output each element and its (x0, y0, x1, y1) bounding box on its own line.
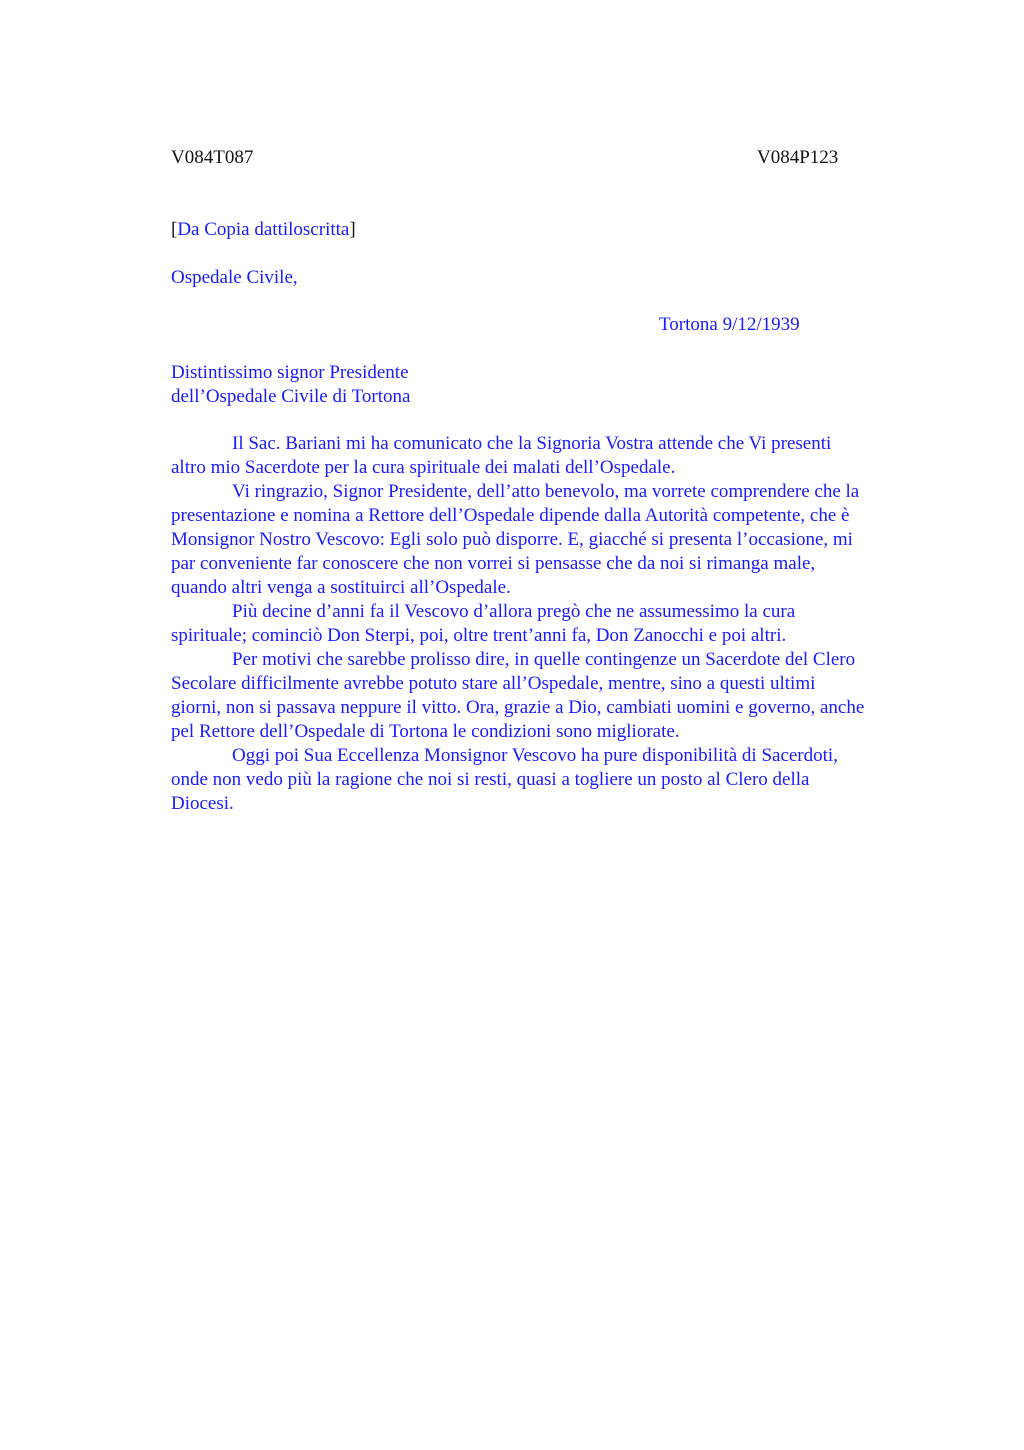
source-close-bracket: ] (349, 219, 356, 240)
archive-code-right: V084P123 (757, 147, 839, 168)
paragraph-3 (171, 600, 926, 648)
paragraph-line: giorni, non si passava neppure il vitto. Ora, grazie a Dio, cambiati uomini e governo, anche (171, 697, 865, 718)
paragraph-line: quando altri venga a sostituirci all’Ospedale. (171, 577, 511, 598)
salutation-line-2: dell’Ospedale Civile di Tortona (171, 386, 411, 407)
paragraph-line: onde non vedo più la ragione che noi si resti, quasi a togliere un posto al Clero della (171, 769, 810, 790)
letter-body (171, 432, 926, 816)
paragraph-5 (171, 744, 926, 816)
paragraph-line: presentazione e nomina a Rettore dell’Ospedale dipende dalla Autorità competente, che è (171, 505, 850, 526)
salutation-line-1: Distintissimo signor Presidente (171, 362, 409, 383)
paragraph-line: Il Sac. Bariani mi ha comunicato che la Signoria Vostra attende che Vi presenti (232, 433, 832, 454)
paragraph-line: par conveniente far conoscere che non vorrei si pensasse che da noi si rimanga male, (171, 553, 816, 574)
salutation (171, 361, 410, 409)
archive-code-left: V084T087 (171, 147, 254, 168)
paragraph-4 (171, 648, 926, 744)
paragraph-line: spirituale; cominciò Don Sterpi, poi, oltre trent’anni fa, Don Zanocchi e poi altri. (171, 625, 787, 646)
paragraph-line: Vi ringrazio, Signor Presidente, dell’atto benevolo, ma vorrete comprendere che la (232, 481, 860, 502)
paragraph-line: pel Rettore dell’Ospedale di Tortona le condizioni sono migliorate. (171, 721, 680, 742)
source-note-text: Da Copia dattiloscritta (177, 219, 350, 240)
recipient: Ospedale Civile, (171, 267, 298, 288)
paragraph-line: Più decine d’anni fa il Vescovo d’allora pregò che ne assumessimo la cura (232, 601, 796, 622)
letter-date: Tortona 9/12/1939 (659, 314, 800, 335)
source-note (171, 218, 356, 242)
paragraph-line: Secolare difficilmente avrebbe potuto stare all’Ospedale, mentre, sino a questi ultimi (171, 673, 816, 694)
paragraph-1 (171, 432, 926, 480)
paragraph-2 (171, 480, 926, 600)
paragraph-line: Monsignor Nostro Vescovo: Egli solo può disporre. E, giacché si presenta l’occasione, mi (171, 529, 853, 550)
paragraph-line: Per motivi che sarebbe prolisso dire, in quelle contingenze un Sacerdote del Clero (232, 649, 856, 670)
source-open-bracket: [ (171, 219, 178, 240)
paragraph-line: altro mio Sacerdote per la cura spirituale dei malati dell’Ospedale. (171, 457, 676, 478)
paragraph-line: Diocesi. (171, 793, 234, 814)
paragraph-line: Oggi poi Sua Eccellenza Monsignor Vescovo ha pure disponibilità di Sacerdoti, (232, 745, 838, 766)
